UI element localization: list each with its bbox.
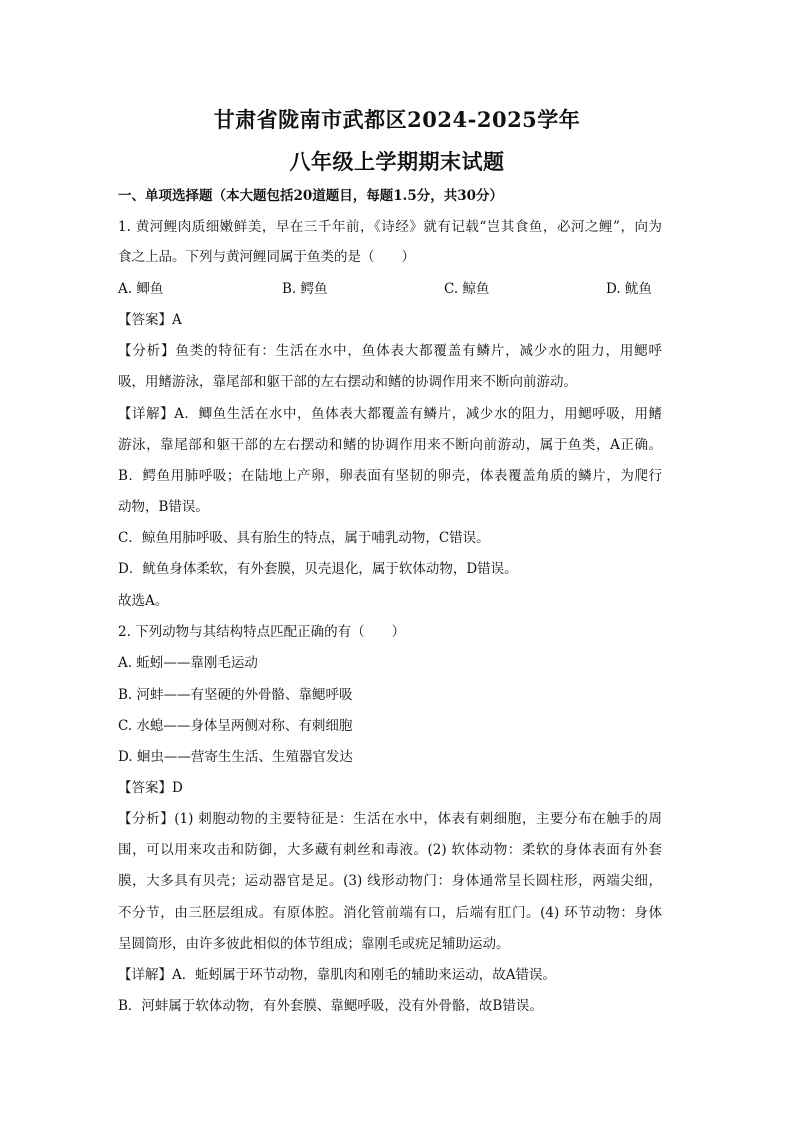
q2-analysis-line2: 围，可以用来攻击和防御，大多藏有刺丝和毒液。(2) 软体动物：柔软的身体表面有外套 [118, 842, 662, 858]
q2-option-a: A. 蚯蚓——靠刚毛运动 [118, 655, 258, 671]
q2-detail-line1: 【详解】A．蚯蚓属于环节动物，靠肌肉和刚毛的辅助来运动，故A错误。 [118, 967, 556, 983]
q1-detail-line5: C．鲸鱼用肺呼吸、具有胎生的特点，属于哺乳动物，C错误。 [118, 530, 490, 546]
q1-detail-line3: B．鳄鱼用肺呼吸；在陆地上产卵，卵表面有坚韧的卵壳，体表覆盖角质的鳞片，为爬行 [118, 468, 662, 484]
q1-conclusion: 故选A。 [118, 593, 169, 609]
q1-analysis-line1: 【分析】鱼类的特征有：生活在水中，鱼体表大都覆盖有鳞片，减少水的阻力，用鳃呼 [118, 343, 662, 359]
q2-answer: 【答案】D [118, 780, 183, 796]
q1-analysis-line2: 吸，用鳍游泳，靠尾部和躯干部的左右摆动和鳍的协调作用来不断向前游动。 [118, 374, 577, 390]
section-heading: 一、单项选择题（本大题包括20道题目，每题1.5分，共30分） [118, 188, 504, 204]
q2-analysis-line4: 不分节，由三胚层组成。有原体腔。消化管前端有口，后端有肛门。(4) 环节动物：身体 [118, 905, 662, 921]
q2-option-d: D. 蛔虫——营寄生生活、生殖器官发达 [118, 749, 353, 765]
q2-analysis-line5: 呈圆筒形，由许多彼此相似的体节组成；靠刚毛或疣足辅助运动。 [118, 936, 510, 952]
q2-analysis-line1: 【分析】(1) 刺胞动物的主要特征是：生活在水中，体表有刺细胞，主要分布在触手的周 [118, 811, 662, 827]
q1-detail-line2: 游泳，靠尾部和躯干部的左右摆动和鳍的协调作用来不断向前游动，属于鱼类，A正确。 [118, 437, 662, 453]
q1-option-a: A. 鲫鱼 [118, 281, 164, 297]
q1-detail-line4: 动物，B错误。 [118, 499, 209, 515]
exam-title-line1: 甘肃省陇南市武都区2024-2025学年 [213, 107, 581, 132]
q1-detail-line1: 【详解】A．鲫鱼生活在水中，鱼体表大都覆盖有鳞片，减少水的阻力，用鳃呼吸，用鳍 [118, 406, 662, 422]
q1-option-d: D. 鱿鱼 [606, 281, 652, 297]
q2-option-c: C. 水螅——身体呈两侧对称、有刺细胞 [118, 718, 353, 734]
q1-stem-line1: 1. 黄河鲤肉质细嫩鲜美，早在三千年前，《诗经》就有记载“岂其食鱼，必河之鲤”，向为 [118, 219, 662, 235]
exam-title-line2: 八年级上学期期末试题 [289, 149, 505, 174]
q2-option-b: B. 河蚌——有坚硬的外骨骼、靠鳃呼吸 [118, 687, 353, 703]
q1-stem-line2: 食之上品。下列与黄河鲤同属于鱼类的是（ ） [118, 249, 415, 265]
q1-option-c: C. 鲸鱼 [444, 281, 490, 297]
q1-detail-line6: D．鱿鱼身体柔软，有外套膜，贝壳退化，属于软体动物，D错误。 [118, 561, 518, 577]
q1-answer: 【答案】A [118, 312, 182, 328]
q2-stem: 2. 下列动物与其结构特点匹配正确的有（ ） [118, 624, 406, 640]
q2-detail-line2: B．河蚌属于软体动物，有外套膜、靠鳃呼吸，没有外骨骼，故B错误。 [118, 998, 543, 1014]
q1-option-b: B. 鳄鱼 [282, 281, 328, 297]
q2-analysis-line3: 膜，大多具有贝壳；运动器官是足。(3) 线形动物门：身体通常呈长圆柱形，两端尖细， [118, 873, 662, 889]
